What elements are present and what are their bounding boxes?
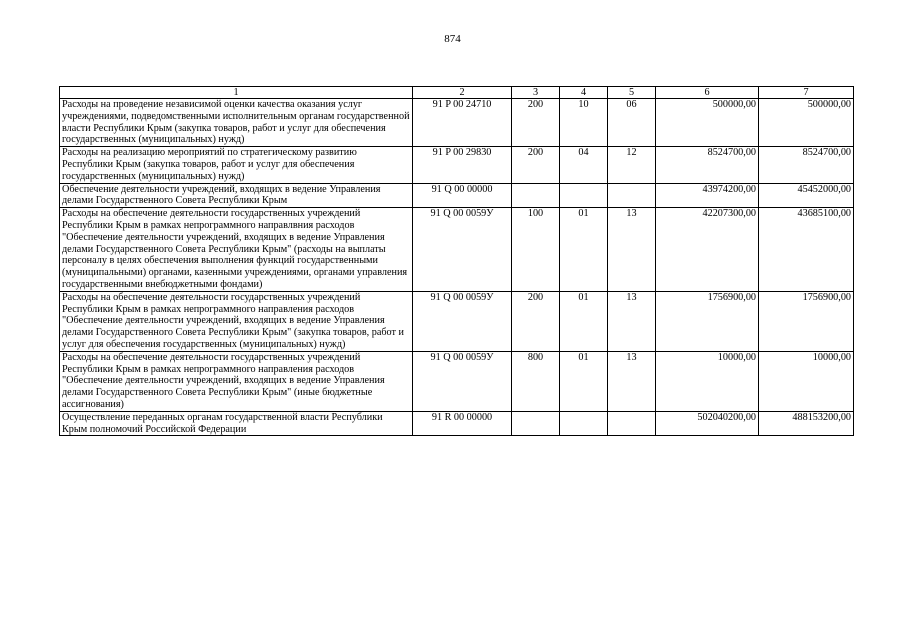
row-description: Расходы на реализацию мероприятий по стратегическому развитию Республики Крым (закупка товаров, работ и услуг для обеспечения государственных (муниципальных) нужд) xyxy=(60,147,413,183)
row-expense-type: 200 xyxy=(512,147,560,183)
page-number: 874 xyxy=(444,33,461,45)
row-target-code: 91 R 00 00000 xyxy=(413,411,512,436)
row-expense-type: 200 xyxy=(512,99,560,147)
table-row xyxy=(60,351,854,411)
row-amount-col7: 488153200,00 xyxy=(759,411,854,436)
row-expense-type: 200 xyxy=(512,291,560,351)
row-amount-col6: 10000,00 xyxy=(656,351,759,411)
row-target-code: 91 Q 00 0059У xyxy=(413,208,512,292)
row-description: Обеспечение деятельности учреждений, входящих в ведение Управления делами Государственного Совета Республики Крым xyxy=(60,183,413,208)
row-target-code: 91 P 00 24710 xyxy=(413,99,512,147)
table-row xyxy=(60,147,854,183)
row-subsection: 06 xyxy=(608,99,656,147)
row-amount-col7: 43685100,00 xyxy=(759,208,854,292)
row-subsection: 13 xyxy=(608,351,656,411)
row-subsection: 13 xyxy=(608,208,656,292)
table-row xyxy=(60,183,854,208)
row-amount-col6: 42207300,00 xyxy=(656,208,759,292)
column-header-5: 5 xyxy=(608,87,656,99)
row-amount-col6: 1756900,00 xyxy=(656,291,759,351)
table-row xyxy=(60,291,854,351)
row-section: 01 xyxy=(560,208,608,292)
table-row xyxy=(60,208,854,292)
row-amount-col6: 8524700,00 xyxy=(656,147,759,183)
row-expense-type xyxy=(512,183,560,208)
header-row xyxy=(60,87,854,99)
row-subsection: 12 xyxy=(608,147,656,183)
row-target-code: 91 Q 00 0059У xyxy=(413,291,512,351)
row-amount-col7: 1756900,00 xyxy=(759,291,854,351)
row-description: Расходы на проведение независимой оценки качества оказания услуг учреждениями, подведомственными исполнительным органам государственной власти Республики Крым (закупка товаров, работ и услуг для обеспечения государственных (муниципальных) нужд) xyxy=(60,99,413,147)
row-section: 04 xyxy=(560,147,608,183)
row-section: 10 xyxy=(560,99,608,147)
row-amount-col7: 10000,00 xyxy=(759,351,854,411)
row-target-code: 91 Q 00 0059У xyxy=(413,351,512,411)
row-subsection xyxy=(608,411,656,436)
table-row xyxy=(60,411,854,436)
row-expense-type: 800 xyxy=(512,351,560,411)
row-description: Расходы на обеспечение деятельности государственных учреждений Республики Крым в рамках непрограммного направления расходов "Обеспечение деятельности учреждений, входящих в ведение Управления делами Государственного Совета Республики Крым" (закупка товаров, работ и услуг для обеспечения государственных (муниципальных) нужд) xyxy=(60,291,413,351)
column-header-3: 3 xyxy=(512,87,560,99)
row-section xyxy=(560,183,608,208)
column-header-1: 1 xyxy=(60,87,413,99)
row-amount-col7: 45452000,00 xyxy=(759,183,854,208)
column-header-7: 7 xyxy=(759,87,854,99)
row-amount-col7: 500000,00 xyxy=(759,99,854,147)
column-header-4: 4 xyxy=(560,87,608,99)
row-section: 01 xyxy=(560,291,608,351)
column-header-6: 6 xyxy=(656,87,759,99)
row-amount-col6: 500000,00 xyxy=(656,99,759,147)
row-target-code: 91 P 00 29830 xyxy=(413,147,512,183)
row-amount-col7: 8524700,00 xyxy=(759,147,854,183)
row-description: Осуществление переданных органам государственной власти Республики Крым полномочий Российской Федерации xyxy=(60,411,413,436)
row-amount-col6: 502040200,00 xyxy=(656,411,759,436)
table-row xyxy=(60,99,854,147)
row-section: 01 xyxy=(560,351,608,411)
row-expense-type xyxy=(512,411,560,436)
budget-table xyxy=(59,86,854,436)
row-description: Расходы на обеспечение деятельности государственных учреждений Республики Крым в рамках непрограммного направлвния расходов "Обеспечение деятельности учреждений, входящих в ведение Управления делами Государственного Совета Республики Крым" (расходы на выплаты персоналу в целях обеспечения выполнения функций государственными (муниципальными) органами, казенными учреждениями, органами управления государственными внебюджетными фондами) xyxy=(60,208,413,292)
row-amount-col6: 43974200,00 xyxy=(656,183,759,208)
row-description: Расходы на обеспечение деятельности государственных учреждений Республики Крым в рамках непрограммного направления расходов "Обеспечение деятельности учреждений, входящих в ведение Управления делами Государственного Совета Республики Крым" (иные бюджетные ассигнования) xyxy=(60,351,413,411)
row-subsection xyxy=(608,183,656,208)
row-expense-type: 100 xyxy=(512,208,560,292)
row-subsection: 13 xyxy=(608,291,656,351)
row-section xyxy=(560,411,608,436)
column-header-2: 2 xyxy=(413,87,512,99)
row-target-code: 91 Q 00 00000 xyxy=(413,183,512,208)
